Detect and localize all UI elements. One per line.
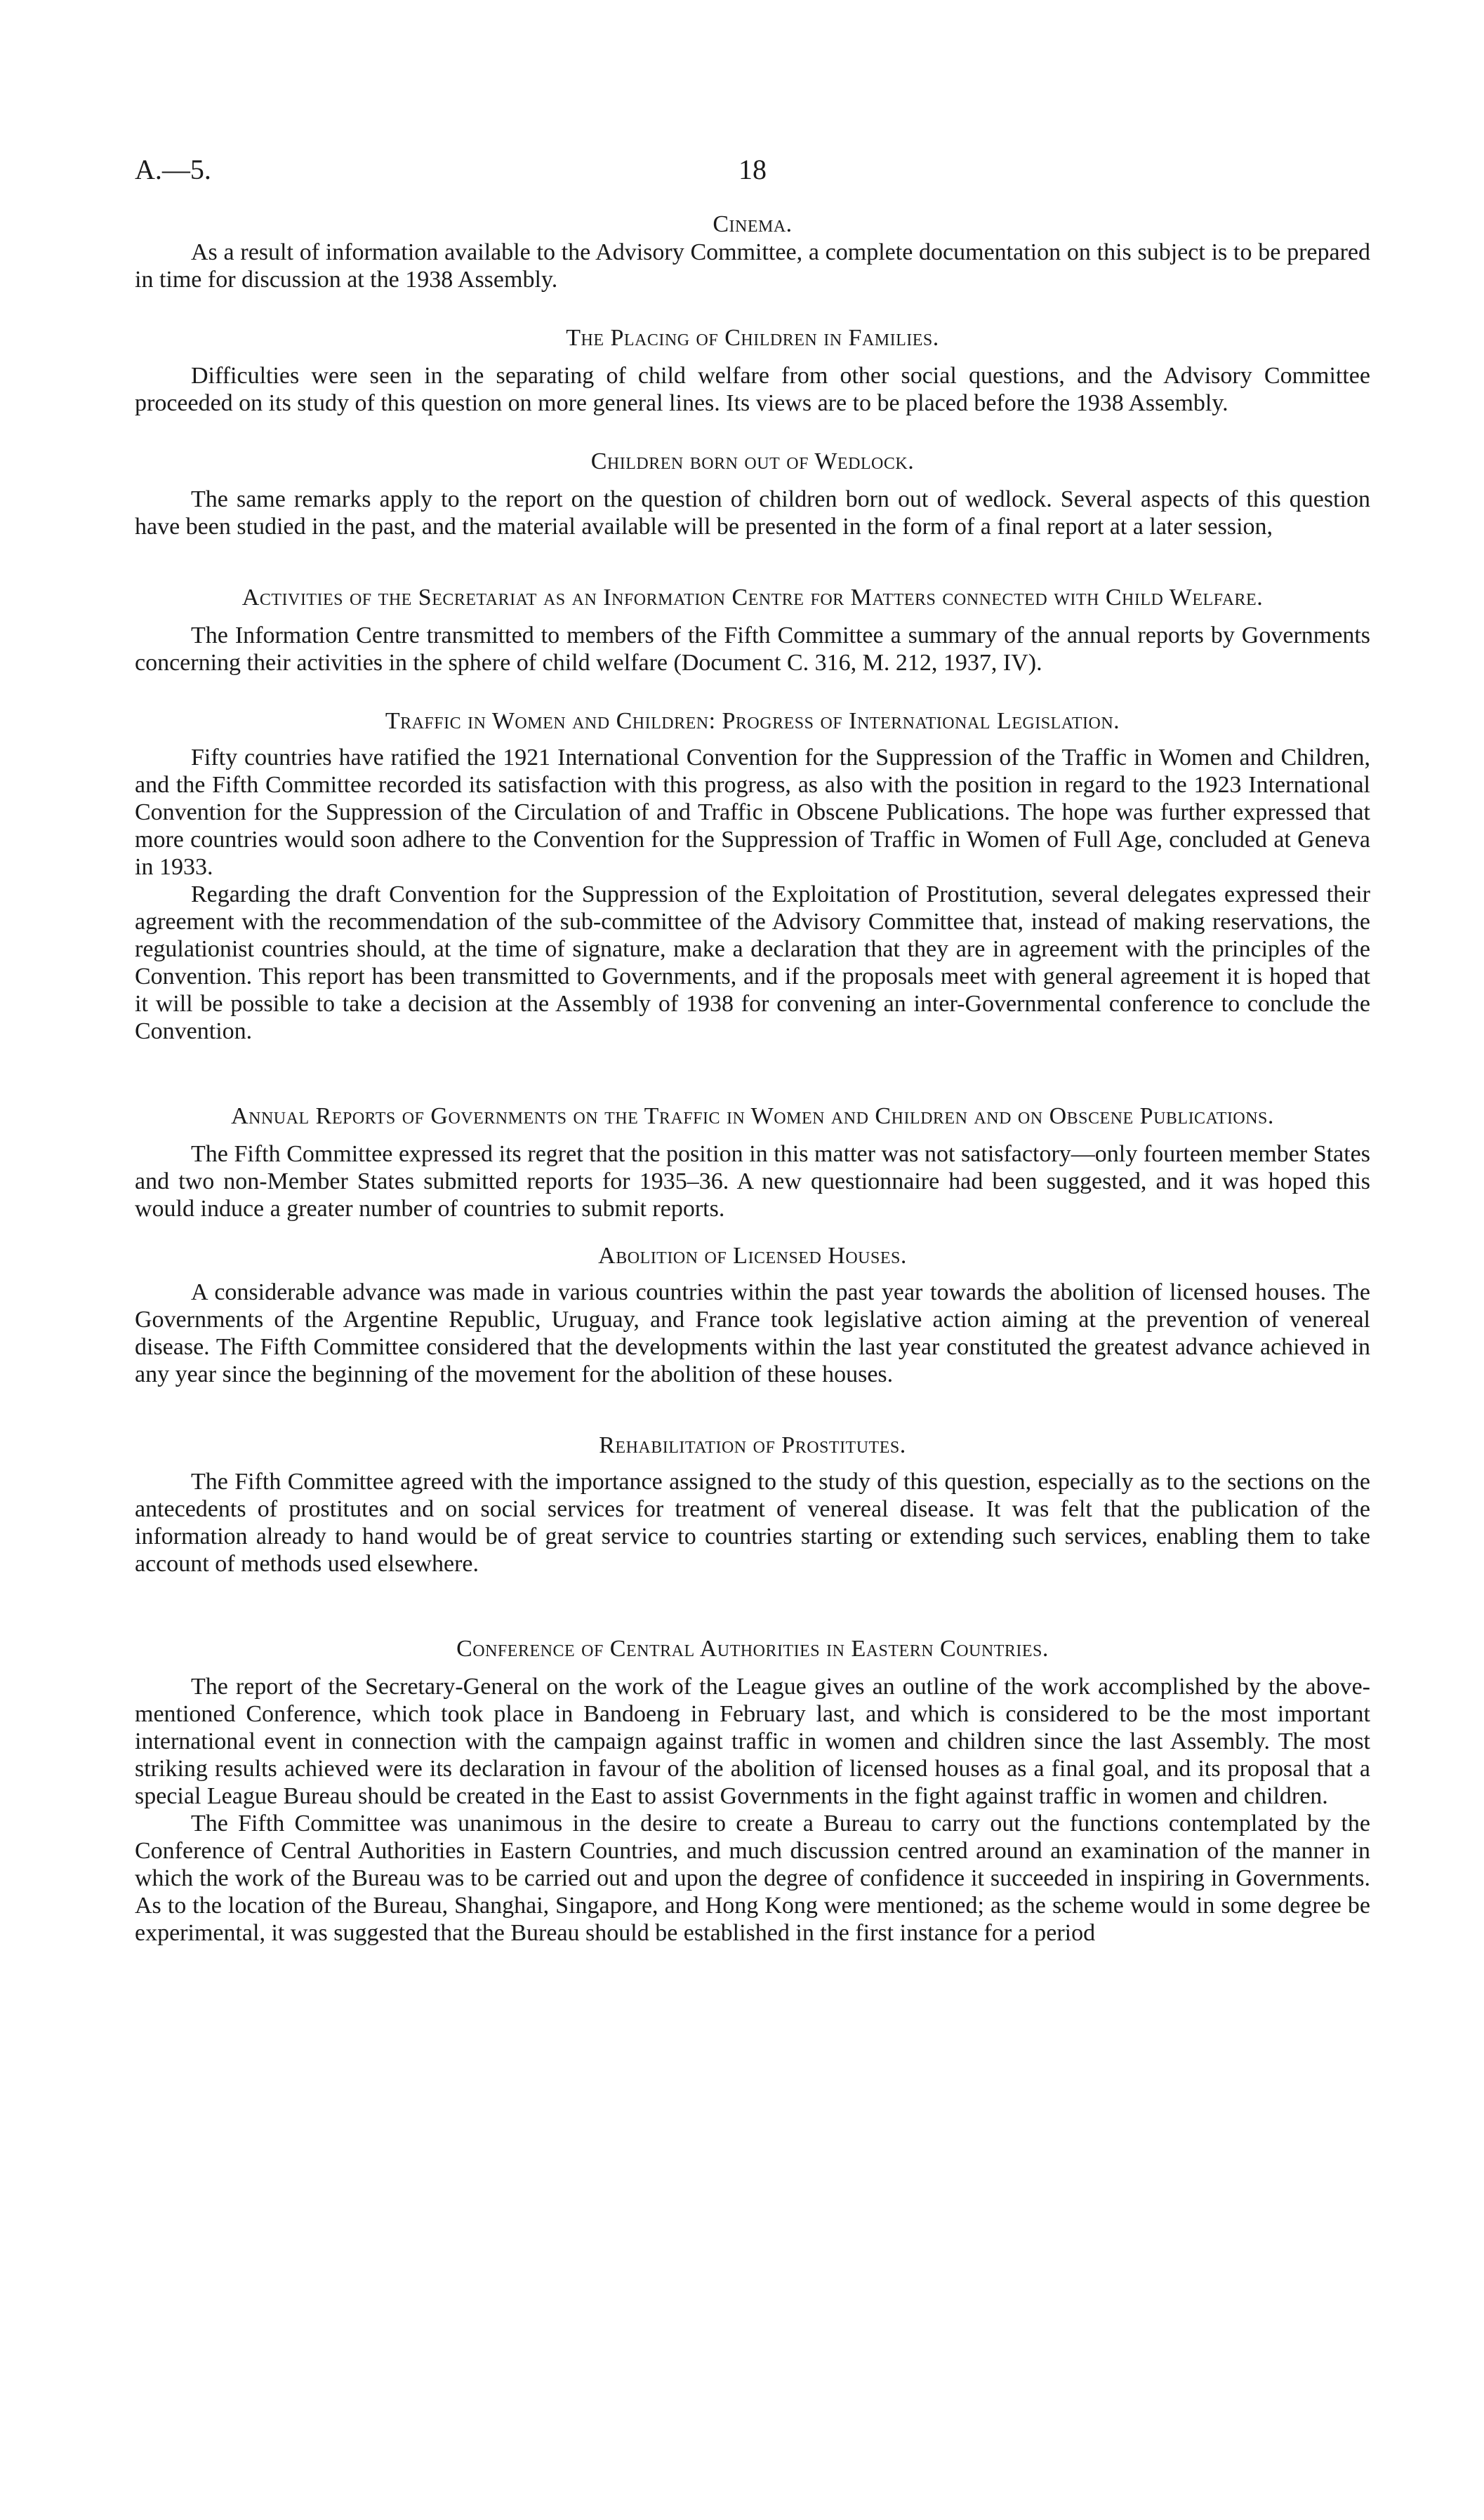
- section-heading-placing-children: The Placing of Children in Families.: [566, 325, 939, 351]
- section-heading-licensed-houses: Abolition of Licensed Houses.: [598, 1243, 907, 1269]
- paragraph-traffic-ratification: Fifty countries have ratified the 1921 International Convention for the Suppression of the Traffic in Women and Children, and the Fifth Committee recorded its satisfaction with this progress, as also with the position in regard to the 1923 International Convention for the Suppression of the Circulation of and Traffic in Obscene Publications. The hope was further expressed that more countries would soon adhere to the Convention for the Suppression of Traffic in Women of Full Age, concluded at Geneva in 1933.: [135, 745, 1370, 880]
- paragraph-licensed-houses: A considerable advance was made in various countries within the past year towards the abolition of licensed houses. The Governments of the Argentine Republic, Uruguay, and France took legislative action aiming at the prevention of venereal disease. The Fifth Committee considered that the developments within the last year constituted the greatest advance achieved in any year since the beginning of the movement for the abolition of these houses.: [135, 1279, 1370, 1387]
- paragraph-eastern-bureau: The Fifth Committee was unanimous in the desire to create a Bureau to carry out the functions contemplated by the Conference of Central Authorities in Eastern Countries, and much discussion centred around an examination of the manner in which the work of the Bureau was to be carried out and upon the degree of confidence it succeeded in inspiring in Governments. As to the location of the Bureau, Shanghai, Singapore, and Hong Kong were mentioned; as the scheme would in some degree be experimental, it was suggested that the Bureau should be established in the first instance for a period: [135, 1811, 1370, 1946]
- paragraph-traffic-exploitation: Regarding the draft Convention for the Suppression of the Exploitation of Prostitution, several delegates expressed their agreement with the recommendation of the sub-committee of the Advisory Committee that, instead of making reservations, the regulationist countries should, at the time of signature, make a declaration that they are in agreement with the principles of the Convention. This report has been transmitted to Governments, and if the proposals meet with general agreement it is hoped that it will be possible to take a decision at the Assembly of 1938 for convening an inter-Governmental conference to conclude the Convention.: [135, 881, 1370, 1044]
- page-body: [135, 211, 1370, 1947]
- section-heading-eastern-conference: Conference of Central Authorities in Eastern Countries.: [456, 1636, 1049, 1662]
- section-heading-information-centre: Activities of the Secretariat as an Information Centre for Matters connected with Child Welfare.: [241, 585, 1264, 611]
- page-number: 18: [738, 154, 767, 185]
- paragraph-eastern-conference: The report of the Secretary-General on the work of the League gives an outline of the work accomplished by the above-mentioned Conference, which took place in Bandoeng in February last, and which is considered to be the most important international event in connection with the campaign against traffic in women and children since the last Assembly. The most striking results achieved were its declaration in favour of the abolition of licensed houses as a final goal, and its proposal that a special League Bureau should be created in the East to assist Governments in the fight against traffic in women and children.: [135, 1674, 1370, 1809]
- section-heading-traffic-legislation: Traffic in Women and Children: Progress of International Legislation.: [385, 708, 1120, 734]
- paragraph-wedlock: The same remarks apply to the report on the question of children born out of wedlock. Several aspects of this question have been studied in the past, and the material available will be presented in the form of a final report at a later session,: [135, 486, 1370, 540]
- paragraph-placing-children: Difficulties were seen in the separating of child welfare from other social questions, and the Advisory Committee proceeded on its study of this question on more general lines. Its views are to be placed before the 1938 Assembly.: [135, 363, 1370, 416]
- section-heading-rehabilitation: Rehabilitation of Prostitutes.: [599, 1432, 906, 1458]
- paragraph-annual-reports: The Fifth Committee expressed its regret that the position in this matter was not satisfactory—only fourteen member States and two non-Member States submitted reports for 1935–36. A new questionnaire had been suggested, and it was hoped this would induce a greater number of countries to submit reports.: [135, 1141, 1370, 1222]
- section-heading-wedlock: Children born out of Wedlock.: [590, 448, 915, 474]
- paragraph-rehabilitation: The Fifth Committee agreed with the importance assigned to the study of this question, especially as to the sections on the antecedents of prostitutes and on social services for treatment of venereal disease. It was felt that the publication of the information already to hand would be of great service to countries starting or extending such services, enabling them to take account of methods used elsewhere.: [135, 1469, 1370, 1577]
- page-header: [135, 153, 1370, 188]
- document-reference: A.—5.: [135, 154, 211, 185]
- section-heading-annual-reports: Annual Reports of Governments on the Traffic in Women and Children and on Obscene Publications.: [231, 1103, 1274, 1129]
- paragraph-cinema: As a result of information available to the Advisory Committee, a complete documentation on this subject is to be prepared in time for discussion at the 1938 Assembly.: [135, 239, 1370, 293]
- section-heading-cinema: Cinema.: [713, 211, 793, 237]
- paragraph-information-centre: The Information Centre transmitted to members of the Fifth Committee a summary of the annual reports by Governments concerning their activities in the sphere of child welfare (Document C. 316, M. 212, 1937, IV).: [135, 622, 1370, 676]
